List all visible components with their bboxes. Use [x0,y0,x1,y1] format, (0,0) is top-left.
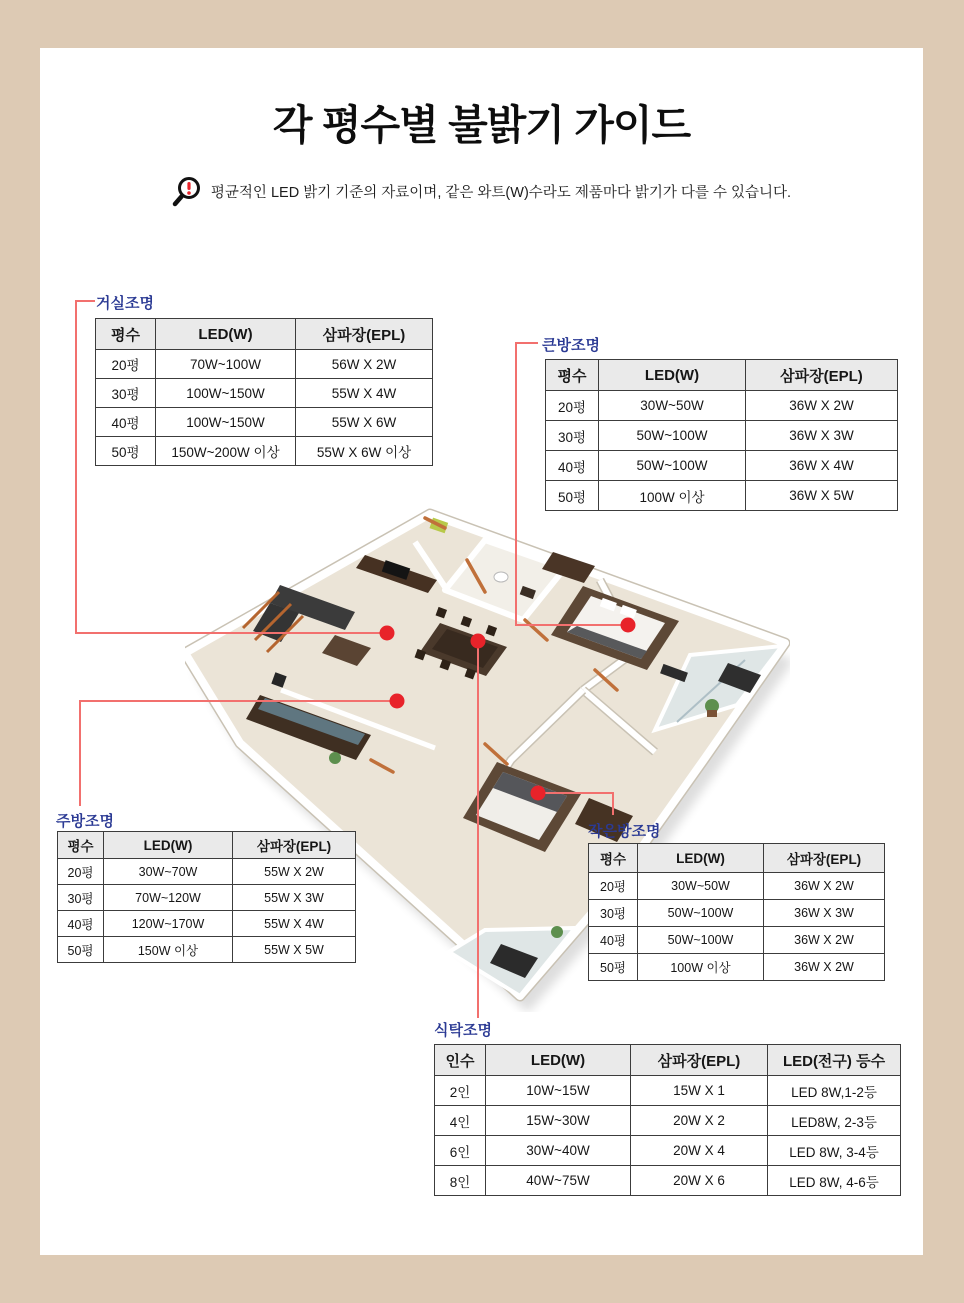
table-cell: 150W 이상 [104,937,233,963]
kitchen-table [57,831,356,963]
table-row [546,391,898,421]
table-row [58,885,356,911]
table-cell: 30W~70W [104,859,233,885]
table-cell: 4인 [435,1106,486,1136]
table-row [96,408,433,437]
table-row [96,350,433,379]
table-cell: 55W X 5W [233,937,356,963]
table-row [96,437,433,466]
column-header: 삼파장(EPL) [764,844,885,873]
kitchen-table-label: 주방조명 [56,813,114,830]
table-cell: 30평 [589,900,638,927]
magnifier-exclamation-icon [172,176,202,207]
table-row [589,900,885,927]
notice-text: 평균적인 LED 밝기 기준의 자료이며, 같은 와트(W)수라도 제품마다 밝기가 다를 수 있습니다. [210,185,792,201]
table-cell: 100W~150W [156,379,296,408]
table-cell: 50W~100W [638,900,764,927]
column-header: 삼파장(EPL) [746,360,898,391]
table-row [58,937,356,963]
column-header: LED(W) [486,1045,631,1076]
small-room-table-label: 작은방조명 [588,823,661,840]
table-cell: 20W X 4 [631,1136,768,1166]
table-row [435,1136,901,1166]
table-row [58,911,356,937]
table-cell: 50W~100W [599,421,746,451]
table-cell: LED8W, 2-3등 [768,1106,901,1136]
table-cell: 50W~100W [638,927,764,954]
table-cell: 150W~200W 이상 [156,437,296,466]
table-cell: 55W X 2W [233,859,356,885]
living-table-label: 거실조명 [96,295,154,312]
column-header: LED(W) [156,319,296,350]
table-cell: 20평 [96,350,156,379]
column-header: 평수 [546,360,599,391]
table-cell: LED 8W,1-2등 [768,1076,901,1106]
column-header: LED(W) [104,832,233,859]
table-cell: 55W X 6W 이상 [296,437,433,466]
table-cell: 36W X 2W [746,391,898,421]
table-cell: 50W~100W [599,451,746,481]
table-cell: 20평 [546,391,599,421]
table-cell: 30W~50W [599,391,746,421]
table-cell: 6인 [435,1136,486,1166]
table-cell: 36W X 2W [764,873,885,900]
table-cell: 20W X 2 [631,1106,768,1136]
table-cell: LED 8W, 4-6등 [768,1166,901,1196]
column-header: LED(W) [638,844,764,873]
table-cell: 36W X 3W [746,421,898,451]
table-cell: 36W X 4W [746,451,898,481]
table-cell: 10W~15W [486,1076,631,1106]
table-cell: 15W X 1 [631,1076,768,1106]
table-cell: 20평 [58,859,104,885]
table-cell: 70W~100W [156,350,296,379]
small-room-table [588,843,885,981]
column-header: 삼파장(EPL) [233,832,356,859]
table-cell: 120W~170W [104,911,233,937]
table-row [589,927,885,954]
table-cell: LED 8W, 3-4등 [768,1136,901,1166]
table-cell: 30평 [546,421,599,451]
dining-table-label: 식탁조명 [434,1022,492,1039]
table-cell: 56W X 2W [296,350,433,379]
page-title: 각 평수별 불밝기 가이드 [272,102,691,148]
table-cell: 40평 [589,927,638,954]
table-row [435,1076,901,1106]
table-cell: 30평 [58,885,104,911]
table-cell: 36W X 2W [764,927,885,954]
table-cell: 36W X 2W [764,954,885,981]
table-cell: 20평 [589,873,638,900]
table-cell: 70W~120W [104,885,233,911]
table-cell: 30W~50W [638,873,764,900]
table-cell: 40W~75W [486,1166,631,1196]
column-header: 삼파장(EPL) [296,319,433,350]
column-header: 삼파장(EPL) [631,1045,768,1076]
table-row [435,1106,901,1136]
table-cell: 55W X 3W [233,885,356,911]
column-header: 평수 [96,319,156,350]
table-cell: 50평 [589,954,638,981]
table-cell: 30W~40W [486,1136,631,1166]
table-cell: 30평 [96,379,156,408]
table-cell: 8인 [435,1166,486,1196]
living-table [95,318,433,466]
table-cell: 50평 [96,437,156,466]
table-cell: 50평 [546,481,599,511]
table-cell: 2인 [435,1076,486,1106]
column-header: 인수 [435,1045,486,1076]
table-row [58,859,356,885]
big-room-table-label: 큰방조명 [542,337,600,354]
table-cell: 55W X 6W [296,408,433,437]
table-row [546,481,898,511]
dining-table [434,1044,901,1196]
table-cell: 20W X 6 [631,1166,768,1196]
table-cell: 15W~30W [486,1106,631,1136]
table-row [546,451,898,481]
table-row [546,421,898,451]
column-header: 평수 [58,832,104,859]
table-cell: 100W 이상 [638,954,764,981]
table-row [96,379,433,408]
column-header: 평수 [589,844,638,873]
column-header: LED(전구) 등수 [768,1045,901,1076]
table-cell: 36W X 3W [764,900,885,927]
table-cell: 100W~150W [156,408,296,437]
table-cell: 40평 [58,911,104,937]
table-cell: 40평 [96,408,156,437]
table-row [589,954,885,981]
column-header: LED(W) [599,360,746,391]
table-row [435,1166,901,1196]
table-row [589,873,885,900]
table-cell: 55W X 4W [296,379,433,408]
table-cell: 36W X 5W [746,481,898,511]
table-cell: 100W 이상 [599,481,746,511]
table-cell: 40평 [546,451,599,481]
table-cell: 55W X 4W [233,911,356,937]
notice-row [40,176,923,207]
table-cell: 50평 [58,937,104,963]
big-room-table [545,359,898,511]
